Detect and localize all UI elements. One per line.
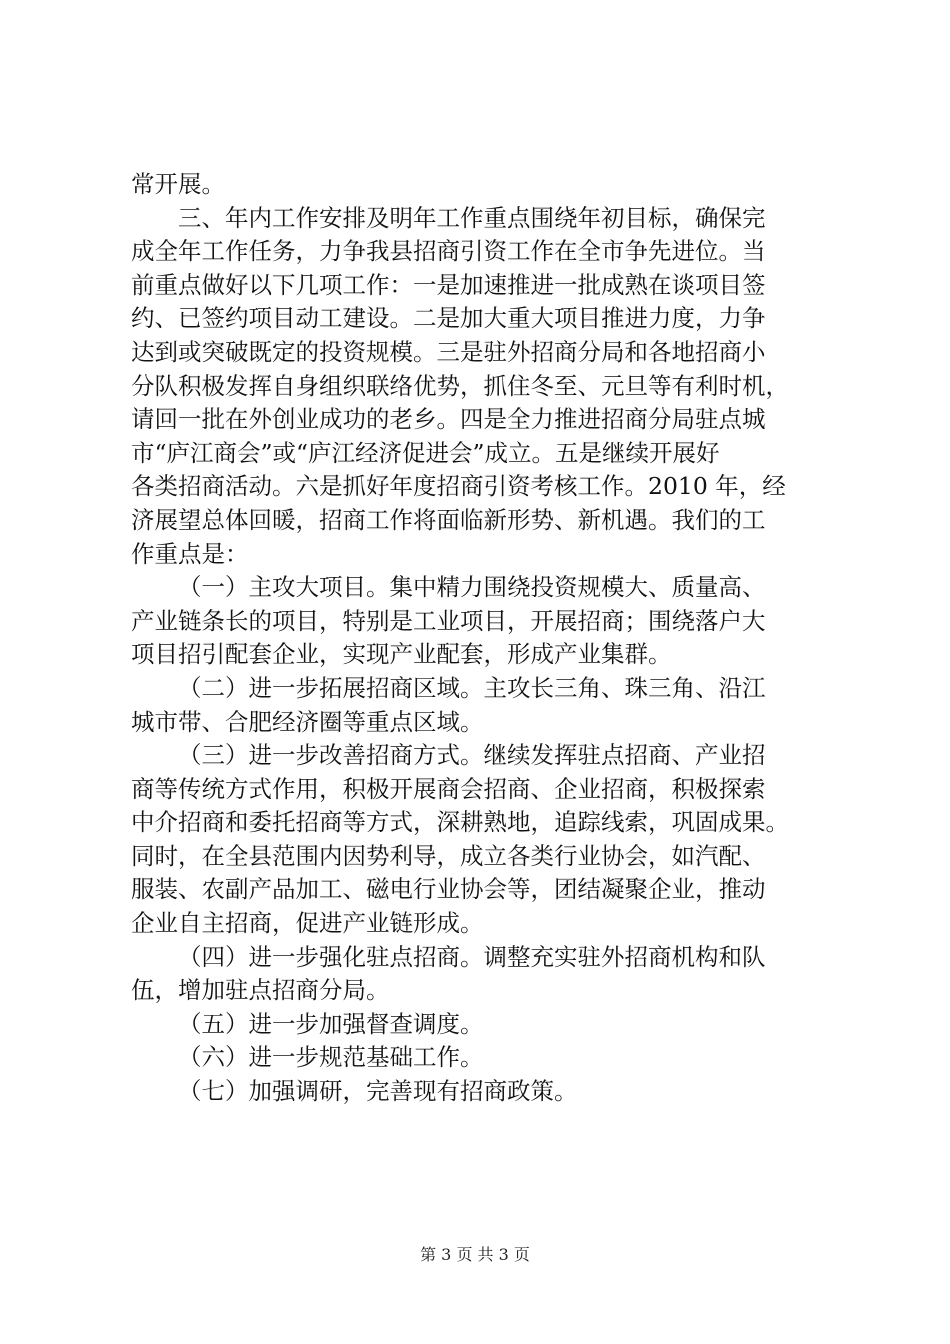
text-line: 成全年工作任务，力争我县招商引资工作在全市争先进位。当 [131, 237, 766, 266]
text-line: （五）进一步加强督查调度。 [178, 1009, 484, 1038]
text-line: （二）进一步拓展招商区域。主攻长三角、珠三角、沿江 [178, 673, 766, 702]
text-line: 市“庐江商会”或“庐江经济促进会”成立。五是继续开展好 [131, 438, 720, 467]
text-line: 项目招引配套企业，实现产业配套，形成产业集群。 [131, 640, 672, 669]
text-line: 服装、农副产品加工、磁电行业协会等，团结凝聚企业，推动 [131, 875, 766, 904]
text-line: 三、年内工作安排及明年工作重点围绕年初目标，确保完 [178, 203, 766, 232]
text-line: 约、已签约项目动工建设。二是加大重大项目推进力度，力争 [131, 304, 766, 333]
document-body [131, 168, 831, 1109]
text-line: 同时，在全县范围内因势利导，成立各类行业协会，如汽配、 [131, 841, 766, 870]
text-line: 产业链条长的项目，特别是工业项目，开展招商；围绕落户大 [131, 606, 766, 635]
text-line: 企业自主招商，促进产业链形成。 [131, 909, 484, 938]
text-line: 请回一批在外创业成功的老乡。四是全力推进招商分局驻点城 [131, 405, 766, 434]
text-line: 常开展。 [131, 170, 225, 198]
text-line: （三）进一步改善招商方式。继续发挥驻点招商、产业招 [178, 741, 766, 770]
text-line: 达到或突破既定的投资规模。三是驻外招商分局和各地招商小 [131, 337, 766, 366]
text-line: 分队积极发挥自身组织联络优势，抓住冬至、元旦等有利时机， [131, 371, 789, 400]
text-line: （一）主攻大项目。集中精力围绕投资规模大、质量高、 [178, 573, 766, 602]
text-line: 前重点做好以下几项工作：一是加速推进一批成熟在谈项目签 [131, 270, 766, 299]
text-line: （六）进一步规范基础工作。 [178, 1043, 484, 1072]
text-line: 济展望总体回暖，招商工作将面临新形势、新机遇。我们的工 [131, 505, 766, 534]
text-line: 作重点是： [131, 539, 249, 568]
text-line: （七）加强调研，完善现有招商政策。 [178, 1077, 578, 1106]
text-line: 城市带、合肥经济圈等重点区域。 [131, 707, 484, 736]
page-footer: 第 3 页 共 3 页 [420, 1245, 530, 1264]
text-line: 商等传统方式作用，积极开展商会招商、企业招商，积极探索 [131, 774, 766, 803]
text-line: 各类招商活动。六是抓好年度招商引资考核工作。2010 年，经 [131, 472, 786, 501]
text-line: （四）进一步强化驻点招商。调整充实驻外招商机构和队 [178, 942, 766, 971]
text-line: 伍，增加驻点招商分局。 [131, 976, 390, 1005]
text-line: 中介招商和委托招商等方式，深耕熟地，追踪线索，巩固成果。 [131, 808, 789, 837]
